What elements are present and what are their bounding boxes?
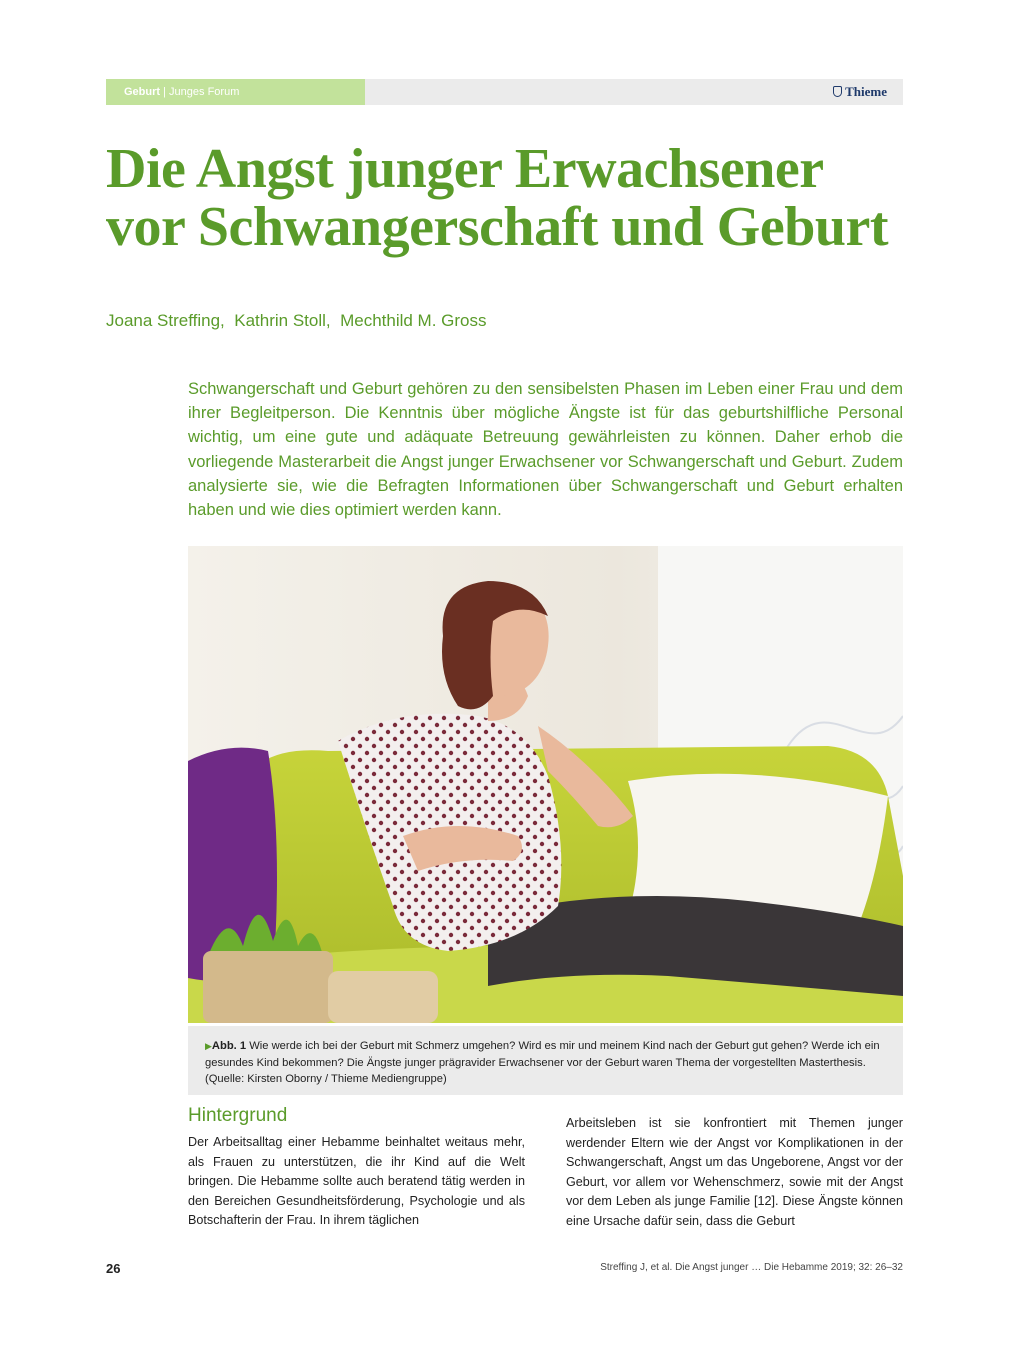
figure-caption: [188, 1026, 903, 1095]
caption-marker-icon: ▶: [205, 1041, 212, 1051]
section-label: Geburt: [124, 86, 161, 98]
section-heading: Hintergrund: [188, 1105, 288, 1126]
photo-illustration: [188, 546, 903, 1023]
author-list: [106, 311, 487, 331]
author-1: Joana Streffing,: [106, 311, 225, 330]
publisher-logo: [833, 79, 887, 105]
figure-label: Abb. 1: [211, 1040, 247, 1052]
body-column-right: Arbeitsleben ist sie konfrontiert mit Themen junger werdender Eltern wie der Angst vor Komplikationen in der Schwangerschaft, Angst um das Ungeborene, Angst vor der Geburt, vor allem vor Wehenschmerz, sowie mit der Angst vor dem Leben als junge Familie [12]. Diese Ängste können eine Ursache dafür sein, dass die Geburt: [566, 1116, 903, 1228]
figure-caption-text: Wie werde ich bei der Geburt mit Schmerz umgehen? Wird es mir und meinem Kind nach der Geburt gut gehen? Werde ich ein gesundes Kind bekommen? Die Ängste junger prägravider Erwachsener vor der Geburt waren Thema der vorgestellten Masterthesis. (Quelle: Kirsten Oborny / Thieme Mediengruppe): [205, 1040, 880, 1085]
author-2: Kathrin Stoll,: [234, 311, 331, 330]
page-number: 26: [106, 1261, 121, 1276]
footer-citation: Streffing J, et al. Die Angst junger … Die Hebamme 2019; 32: 26–32: [600, 1262, 903, 1273]
article-abstract: Schwangerschaft und Geburt gehören zu den sensibelsten Phasen im Leben einer Frau und dem ihrer Begleitperson. Die Kenntnis über mögliche Ängste ist für das geburtshilfliche Personal wichtig, um eine gute und adäquate Betreuung gewährleisten zu können. Daher erhob die vorliegende Masterarbeit die Angst junger Erwachsener vor Schwangerschaft und Geburt. Zudem analysierte sie, wie die Befragten Informationen über Schwangerschaft und Geburt erhalten haben und wie dies optimiert werden kann.: [188, 380, 903, 520]
subsection-label: Junges Forum: [169, 86, 240, 98]
article-title: Die Angst junger Erwachsener vor Schwangerschaft und Geburt: [106, 138, 889, 258]
article-photo: [188, 546, 903, 1023]
section-separator: |: [163, 86, 166, 98]
publisher-name: Thieme: [845, 84, 887, 99]
running-header: [106, 79, 903, 105]
body-column-left: Der Arbeitsalltag einer Hebamme beinhaltet weitaus mehr, als Frauen zu unterstützen, die ihr Kind auf die Welt bringen. Die Hebamme sollte auch beratend tätig werden in den Bereichen Gesundheitsförderung, Psychologie und als Botschafterin der Frau. In ihrem täglichen: [188, 1135, 525, 1228]
author-3: Mechthild M. Gross: [340, 311, 487, 330]
section-tag: [106, 79, 365, 105]
crest-icon: [833, 86, 842, 97]
